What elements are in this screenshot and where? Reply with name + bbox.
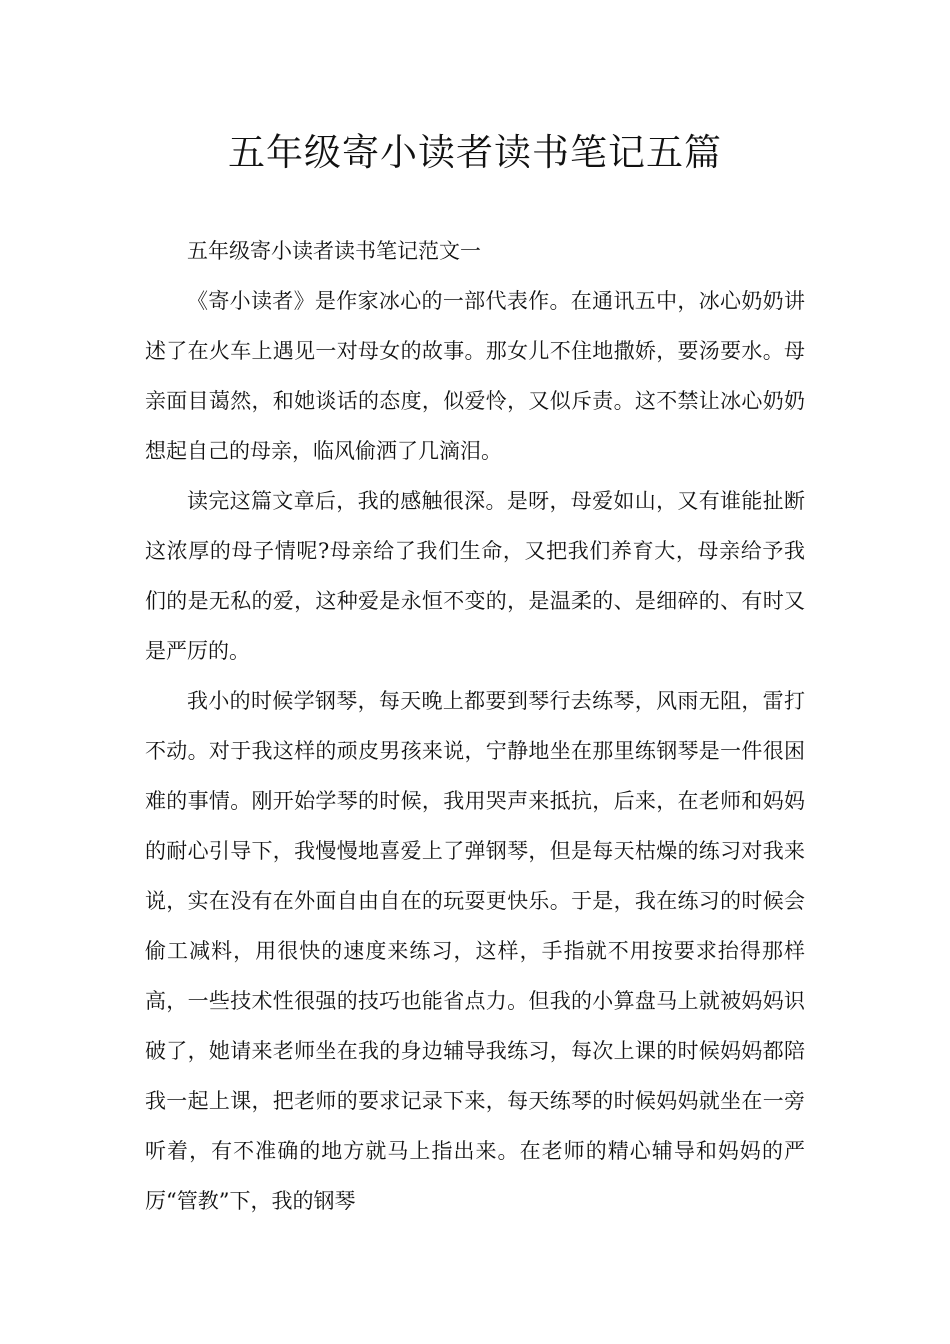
paragraph-1: 《寄小读者》是作家冰心的一部代表作。在通讯五中，冰心奶奶讲述了在火车上遇见一对母女的故事。那女儿不住地撒娇，要汤要水。母亲面目蔼然，和她谈话的态度，似爱怜，又似斥责。这不禁让冰心奶奶想起自己的母亲，临风偷洒了几滴泪。 [145,289,805,463]
paragraph-2: 读完这篇文章后，我的感触很深。是呀，母爱如山，又有谁能扯断这浓厚的母子情呢?母亲给了我们生命，又把我们养育大，母亲给予我们的是无私的爱，这种爱是永恒不变的，是温柔的、是细碎的、有时又是严厉的。 [145,489,805,663]
paragraph-3: 我小的时候学钢琴，每天晚上都要到琴行去练琴，风雨无阻，雷打不动。对于我这样的顽皮男孩来说，宁静地坐在那里练钢琴是一件很困难的事情。刚开始学琴的时候，我用哭声来抵抗，后来，在老师和妈妈的耐心引导下，我慢慢地喜爱上了弹钢琴，但是每天枯燥的练习对我来说，实在没有在外面自由自在的玩耍更快乐。于是，我在练习的时候会偷工减料，用很快的速度来练习，这样，手指就不用按要求抬得那样高，一些技术性很强的技巧也能省点力。但我的小算盘马上就被妈妈识破了，她请来老师坐在我的身边辅导我练习，每次上课的时候妈妈都陪我一起上课，把老师的要求记录下来，每天练琴的时候妈妈就坐在一旁听着，有不准确的地方就马上指出来。在老师的精心辅导和妈妈的严厉“管教”下，我的钢琴 [145,689,805,1213]
document-body [145,226,805,1226]
section-heading: 五年级寄小读者读书笔记范文一 [187,239,481,263]
document-title: 五年级寄小读者读书笔记五篇 [228,131,722,174]
